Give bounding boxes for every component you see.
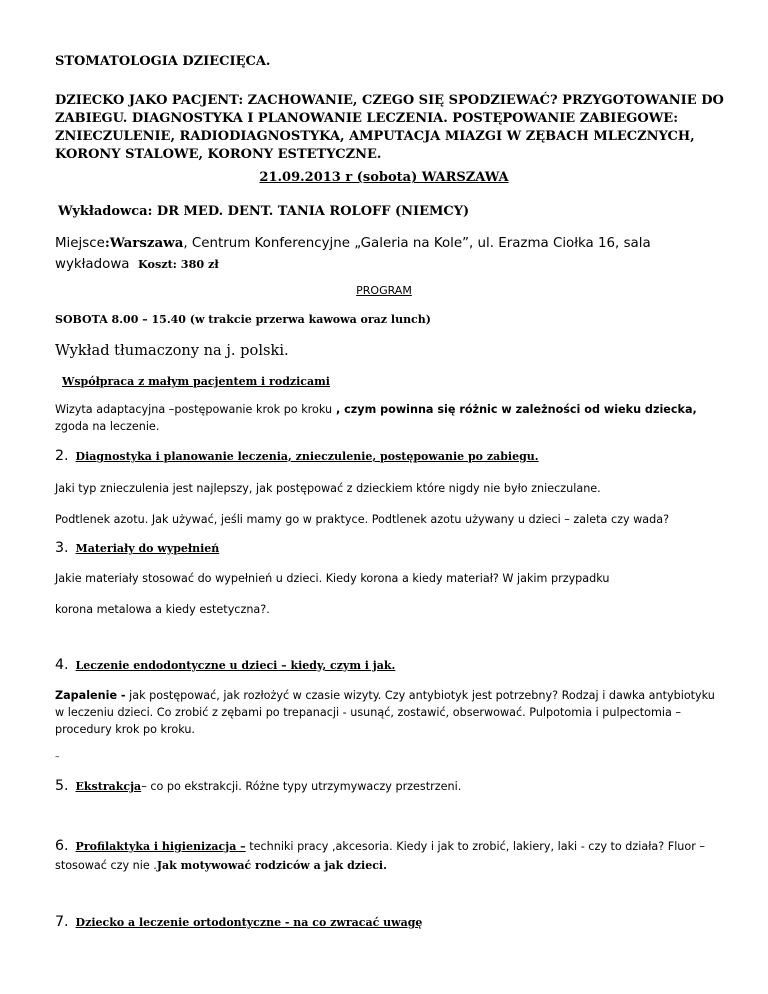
section-6-number: 6. bbox=[55, 838, 69, 854]
venue-label: Miejsce bbox=[55, 236, 105, 251]
lecturer: Wykładowca: DR MED. DENT. TANIA ROLOFF (NIEMCY) bbox=[58, 204, 470, 219]
section-1-heading: Współpraca z małym pacjentem i rodzicami bbox=[62, 375, 330, 388]
section-3-p1: Jakie materiały stosować do wypełnień u dzieci. Kiedy korona a kiedy materiał? W jakim przypadku bbox=[55, 572, 610, 585]
section-1-text bbox=[55, 401, 720, 435]
venue-city: :Warszawa bbox=[104, 235, 184, 251]
translation-note: Wykład tłumaczony na j. polski. bbox=[55, 342, 289, 359]
section-4-lead: Zapalenie - bbox=[55, 689, 126, 702]
section-4-header bbox=[55, 656, 395, 674]
section-2-header bbox=[55, 447, 539, 465]
section-5-number: 5. bbox=[55, 778, 69, 794]
section-3-p2: korona metalowa a kiedy estetyczna?. bbox=[55, 603, 270, 616]
venue-address: , Centrum Konferencyjne „Galeria na Kole”, ul. Erazma Ciołka 16, sala wykładowa bbox=[55, 236, 651, 272]
section-5-line bbox=[55, 777, 461, 795]
section-6-text: techniki pracy ,akcesoria. Kiedy i jak to zrobić, lakiery, laki - czy to działa? Fluor – stosować czy nie . bbox=[55, 840, 705, 872]
section-4-dash: – bbox=[55, 752, 60, 762]
section-1-text-bold: , czym powinna się różnic w zależności od wieku dziecka, bbox=[332, 403, 697, 416]
section-4-number: 4. bbox=[55, 657, 69, 673]
section-4-text bbox=[55, 687, 720, 738]
section-1-text-plain: Wizyta adaptacyjna –postępowanie krok po kroku bbox=[55, 403, 333, 416]
cost: Koszt: 380 zł bbox=[138, 257, 219, 271]
document-title: STOMATOLOGIA DZIECIĘCA. bbox=[55, 54, 271, 69]
section-4-heading: Leczenie endodontyczne u dzieci – kiedy, czym i jak. bbox=[75, 659, 396, 672]
document-subtitle: DZIECKO JAKO PACJENT: ZACHOWANIE, CZEGO SIĘ SPODZIEWAĆ? PRZYGOTOWANIE DO ZABIEGU. DIAGNOSTYKA I PLANOWANIE LECZENIA. POSTĘPOWANIE ZABIEGOWE: ZNIECZULENIE, RADIODIAGNOSTYKA, AMPUTACJA MIAZGI W ZĘBACH MLECZNYCH, KORONY STALOWE, KORONY ESTETYCZNE. bbox=[55, 93, 724, 162]
section-7-line bbox=[55, 913, 422, 931]
section-3-header bbox=[55, 539, 219, 557]
program-heading: PROGRAM bbox=[356, 284, 412, 297]
event-date: 21.09.2013 r (sobota) WARSZAWA bbox=[259, 170, 509, 185]
section-7-number: 7. bbox=[55, 914, 69, 930]
saturday-schedule: SOBOTA 8.00 – 15.40 (w trakcie przerwa kawowa oraz lunch) bbox=[55, 313, 431, 326]
section-6-heading: Profilaktyka i higienizacja – bbox=[75, 840, 246, 853]
section-1-text-line2: zgoda na leczenie. bbox=[55, 420, 160, 433]
section-7-heading: Dziecko a leczenie ortodontyczne - na co zwracać uwagę bbox=[75, 916, 423, 929]
section-3-heading: Materiały do wypełnień bbox=[75, 542, 220, 555]
section-2-p2: Podtlenek azotu. Jak używać, jeśli mamy go w praktyce. Podtlenek azotu używany u dzieci – zaleta czy wada? bbox=[55, 513, 670, 526]
section-2-p1: Jaki typ znieczulenia jest najlepszy, jak postępować z dzieckiem które nigdy nie było znieczulane. bbox=[55, 482, 601, 495]
section-2-heading: Diagnostyka i planowanie leczenia, znieczulenie, postępowanie po zabiegu. bbox=[75, 450, 539, 463]
section-6-bold-end: Jak motywować rodziców a jak dzieci. bbox=[156, 859, 387, 872]
section-2-number: 2. bbox=[55, 448, 69, 464]
section-5-heading: Ekstrakcja bbox=[75, 780, 142, 793]
section-4-body: jak postępować, jak rozłożyć w czasie wizyty. Czy antybiotyk jest potrzebny? Rodzaj i dawka antybiotyku w leczeniu dzieci. Co zrobić z zębami po trepanacji - usunąć, zostawić, obserwować. Pulpotomia i pulpectomia – procedury krok po kroku. bbox=[55, 689, 715, 736]
section-5-text: – co po ekstrakcji. Różne typy utrzymywaczy przestrzeni. bbox=[141, 780, 462, 793]
venue-paragraph bbox=[55, 233, 725, 275]
section-3-number: 3. bbox=[55, 540, 69, 556]
section-6-block bbox=[55, 837, 725, 875]
